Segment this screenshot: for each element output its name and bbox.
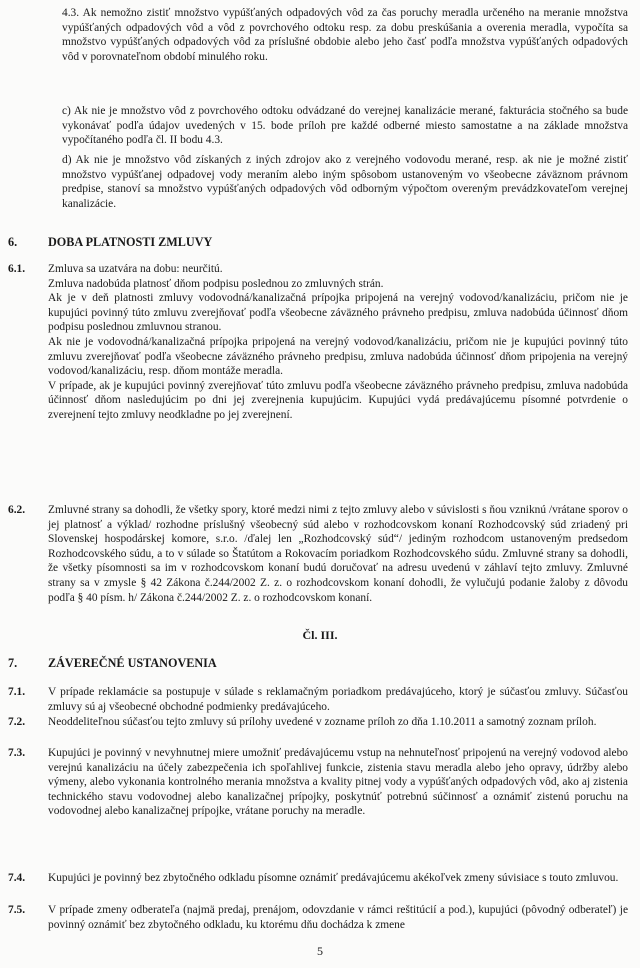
item-6-1-line-a: Zmluva sa uzatvára na dobu: neurčitú.	[48, 263, 223, 275]
paragraph-4-3	[62, 6, 628, 64]
paragraph-c	[62, 104, 628, 148]
section-6-title: DOBA PLATNOSTI ZMLUVY	[48, 235, 213, 249]
item-7-2	[48, 715, 628, 730]
item-6-2-text: Zmluvné strany sa dohodli, že všetky spory, ktoré medzi nimi z tejto zmluvy alebo v súvislosti s ňou vzniknú /vrátane sporov o jej platnosť a výklad/ rozhodne príslušný všeobecný súd alebo v rozhodcovskom konaní Rozhodcovský súd zriadený pri Slovenskej hospodárskej komore, s.r.o. /ďalej len „Rozhodcovský súd“/ jediným rozhodcom ustanoveným predsedom Rozhodcovského súdu, a to v súlade so Štatútom a Rokovacím poriadkom Rozhodcovského súdu. Zmluvné strany sa dohodli, že všetky písomnosti sa im v rozhodcovskom konaní budú doručovať na adresu uvedenú v záhlaví tejto zmluvy. Zmluvné strany sa v zmysle § 42 Zákona č.244/2002 Z. z. o rozhodcovskom konaní dohodli, že vylučujú podanie žaloby z dôvodu podľa § 40 písm. h/ Zákona č.244/2002 Z. z. o rozhodcovskom konaní.	[48, 504, 628, 604]
item-6-1-line-b: Zmluva nadobúda platnosť dňom podpisu poslednou zo zmluvných strán.	[48, 277, 384, 290]
item-6-1-line-d: Ak nie je vodovodná/kanalizačná prípojka pripojená na verejný vodovod/kanalizáciu, pričom nie je kupujúci povinný túto zmluvu zverejňovať podľa všeobecne záväzného právneho predpisu, zmluva nadobúda účinnosť dňom pripojenia na verejný vodovod/kanalizáciu, resp. dňom montáže meradla.	[48, 335, 628, 378]
item-7-4-number: 7.4.	[8, 872, 26, 884]
item-6-1-line-c: Ak je v deň platnosti zmluvy vodovodná/kanalizačná prípojka pripojená na verejný vodovod/kanalizáciu, pričom nie je kupujúci povinný túto zmluvu zverejňovať podľa všeobecne záväzného právneho predpisu, zmluva nadobúda účinnosť dňom podpisu poslednou zmluvnou stranou.	[48, 292, 628, 334]
item-6-2-number: 6.2.	[8, 504, 26, 516]
paragraph-text: 4.3. Ak nemožno zistiť množstvo vypúšťaných odpadových vôd za čas poruchy meradla určeného na meranie množstva vypúšťaných odpadových vôd a vôd z povrchového odtoku resp. za dobu preskúšania a overenia meradla, vypočíta sa množstvo vypúšťaných odpadových vôd za príslušné obdobie alebo jeho časť podľa množstva vypúšťaných odpadových vôd v porovnateľnom období minulého roku.	[62, 7, 628, 63]
item-7-4-text: Kupujúci je povinný bez zbytočného odkladu písomne oznámiť predávajúcemu akékoľvek zmeny súvisiace s touto zmluvou.	[48, 872, 619, 884]
item-6-2	[48, 503, 628, 605]
item-7-3	[48, 746, 628, 819]
item-6-1-number: 6.1.	[8, 263, 26, 275]
item-7-1-number: 7.1.	[8, 686, 26, 698]
section-6-number: 6.	[8, 235, 18, 249]
section-7-number: 7.	[8, 656, 18, 670]
paragraph-text: d) Ak nie je množstvo vôd získaných z iných zdrojov ako z verejného vodovodu merané, resp. ak nie je možné zistiť množstvo vypúšťanej odpadovej vody meraním alebo iným spôsobom ustanoveným vo všeobecne záväznom právnom predpise, stanoví sa množstvo vypúšťaných odpadových vôd odborným výpočtom overeným prevádzkovateľom verejnej kanalizácie.	[62, 154, 628, 210]
item-6-1	[48, 262, 628, 423]
item-7-5	[48, 903, 628, 932]
item-7-2-text: Neoddeliteľnou súčasťou tejto zmluvy sú prílohy uvedené v zozname príloh zo dňa 1.10.2011 a samotný zoznam príloh.	[48, 716, 597, 728]
article-title: Čl. III.	[302, 628, 338, 642]
item-7-5-text: V prípade zmeny odberateľa (najmä predaj, prenájom, odovzdanie v rámci reštitúcií a pod.), kupujúci (pôvodný odberateľ) je povinný oznámiť bez zbytočného odkladu, ku ktorému dňu dochádza k zmene	[48, 904, 628, 931]
item-7-5-number: 7.5.	[8, 904, 26, 916]
page-number: 5	[317, 944, 323, 958]
item-7-3-text: Kupujúci je povinný v nevyhnutnej miere umožniť predávajúcemu vstup na nehnuteľnosť pripojenú na verejný vodovod alebo verejnú kanalizáciu na účely zabezpečenia ich spoľahlivej funkcie, zistenia stavu meradla alebo jeho opravy, údržby alebo výmeny, alebo vykonania kontrolného merania množstva a kvality pitnej vody a vypúšťaných odpadových vôd, ako aj zistenia technického stavu vodovodnej alebo kanalizačnej prípojky, poskytnúť potrebnú súčinnosť a oznámiť zistenú poruchu na vodovodnej alebo kanalizačnej prípojke, vrátane poruchy na meradle.	[48, 747, 628, 818]
item-7-2-number: 7.2.	[8, 716, 26, 728]
item-7-3-number: 7.3.	[8, 747, 26, 759]
paragraph-text: c) Ak nie je množstvo vôd z povrchového odtoku odvádzané do verejnej kanalizácie merané, fakturácia stočného sa bude vykonávať podľa údajov uvedených v 15. bode príloh pre každé odberné miesto samostatne a na základe množstva vypočítaného podľa čl. II bodu 4.3.	[62, 105, 628, 147]
item-6-1-line-e: V prípade, ak je kupujúci povinný zverejňovať túto zmluvu podľa všeobecne záväzného právneho predpisu, zmluva nadobúda účinnosť dňom nasledujúcim po dni jej zverejnenia kupujúcim. Kupujúci vydá predávajúcemu písomné potvrdenie o zverejnení tejto zmluvy neodkladne po jej zverejnení.	[48, 379, 628, 421]
section-7-title: ZÁVEREČNÉ USTANOVENIA	[48, 656, 217, 670]
paragraph-d	[62, 153, 628, 211]
item-7-1-text: V prípade reklamácie sa postupuje v súlade s reklamačným poriadkom predávajúceho, ktorý je súčasťou zmluvy. Súčasťou zmluvy sú aj všeobecné obchodné podmienky predávajúceho.	[48, 686, 628, 713]
item-7-4	[48, 871, 628, 886]
item-7-1	[48, 685, 628, 714]
